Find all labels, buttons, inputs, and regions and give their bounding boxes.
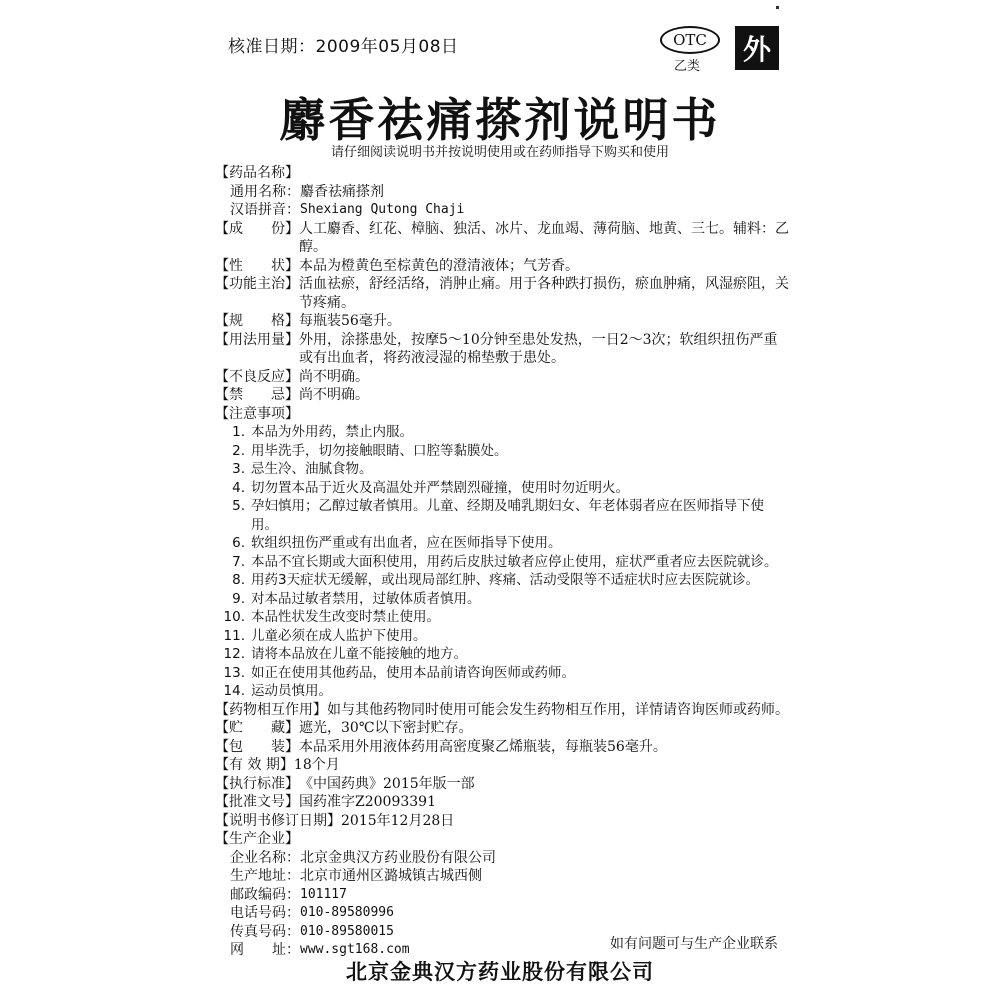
generic-name-value: 麝香祛痛搽剂	[300, 183, 384, 200]
manufacturer-field-label: 生产地址：	[230, 868, 300, 884]
validity-label: 【有 效 期】	[215, 757, 294, 773]
precaution-item	[215, 590, 790, 609]
manufacturer-field	[215, 886, 790, 905]
standard-text: 《中国药典》2015年版一部	[299, 775, 475, 792]
specification-label: 【规 格】	[215, 313, 299, 329]
usage-text: 外用，涂搽患处，按摩5～10分钟至患处发热，一日2～3次；软组织扭伤严重或有出血者，将药液浸湿的棉垫敷于患处。	[299, 331, 778, 366]
manufacturer-field-value: 010-89580015	[300, 923, 394, 939]
character-label: 【性 状】	[215, 257, 299, 274]
precaution-text: 本品性状发生改变时禁止使用。	[251, 609, 440, 625]
usage-row	[215, 331, 790, 368]
validity-row	[215, 756, 790, 775]
pinyin-row	[215, 201, 790, 220]
pinyin-value: Shexiang Qutong Chaji	[300, 202, 465, 217]
precaution-item	[215, 423, 790, 442]
manufacturer-field-value: 北京金典汉方药业股份有限公司	[300, 849, 496, 866]
manufacturer-field-value: 北京市通州区潞城镇古城西侧	[300, 868, 482, 884]
manufacturer-field-value: 010-89580996	[300, 905, 394, 920]
precaution-item	[215, 479, 790, 498]
leaflet-body	[215, 164, 790, 960]
ingredients-text: 人工麝香、红花、樟脑、独活、冰片、龙血竭、薄荷脑、地黄、三七。辅料：乙醇。	[299, 220, 789, 255]
precaution-text: 软组织扭伤严重或有出血者，应在医师指导下使用。	[251, 535, 562, 551]
storage-text: 遮光，30℃以下密封贮存。	[299, 720, 473, 736]
precaution-item	[215, 608, 790, 627]
manufacturer-field-label: 网 址：	[230, 942, 300, 958]
manufacturer-field	[215, 849, 790, 868]
precaution-item	[215, 627, 790, 646]
precaution-item	[215, 571, 790, 590]
interactions-row	[215, 701, 790, 720]
manufacturer-field	[215, 904, 790, 923]
precaution-text: 孕妇慎用；乙醇过敏者慎用。儿童、经期及哺乳期妇女、年老体弱者应在医师指导下使用。	[251, 498, 764, 533]
precaution-item	[215, 553, 790, 572]
indications-row	[215, 275, 790, 312]
precaution-number: 4.	[232, 479, 245, 496]
contraindications-label: 【禁 忌】	[215, 387, 299, 403]
package-label: 【包 装】	[215, 738, 299, 755]
interactions-text: 如与其他药物同时使用可能会发生药物相互作用，详情请咨询医师或药师。	[327, 701, 789, 718]
standard-label: 【执行标准】	[215, 775, 299, 792]
adverse-text: 尚不明确。	[299, 368, 369, 385]
precaution-text: 用药3天症状无缓解，或出现局部红肿、疼痛、活动受限等不适症状时应去医院就诊。	[251, 572, 760, 588]
precaution-number: 14.	[223, 683, 245, 699]
precaution-number: 9.	[232, 590, 245, 607]
precaution-text: 本品为外用药，禁止内服。	[251, 424, 413, 440]
revision-date-text: 2015年12月28日	[341, 812, 455, 829]
precaution-number: 6.	[232, 535, 245, 551]
precaution-item	[215, 442, 790, 461]
ingredients-row	[215, 220, 790, 257]
adverse-label: 【不良反应】	[215, 368, 299, 385]
contraindications-row	[215, 386, 790, 405]
precaution-item	[215, 497, 790, 534]
precaution-text: 请将本品放在儿童不能接触的地方。	[251, 646, 467, 662]
ingredients-label: 【成 份】	[215, 220, 299, 237]
character-text: 本品为橙黄色至棕黄色的澄清液体；气芳香。	[299, 257, 579, 274]
pinyin-label: 汉语拼音：	[230, 202, 300, 218]
precaution-text: 运动员慎用。	[251, 683, 332, 699]
package-text: 本品采用外用液体药用高密度聚乙烯瓶装，每瓶装56毫升。	[299, 738, 667, 755]
manufacturer-field-label: 邮政编码：	[230, 886, 300, 903]
external-use-badge: 外	[735, 26, 779, 70]
precaution-item	[215, 534, 790, 553]
approval-number-label: 【批准文号】	[215, 794, 299, 810]
character-row	[215, 257, 790, 276]
otc-badge: OTC	[660, 26, 720, 54]
section-label-drug-name: 【药品名称】	[215, 165, 299, 181]
adverse-row	[215, 368, 790, 387]
manufacturer-field	[215, 867, 790, 886]
manufacturer-field-label: 企业名称：	[230, 849, 300, 866]
precaution-number: 7.	[232, 553, 245, 570]
package-row	[215, 738, 790, 757]
precaution-number: 12.	[223, 646, 245, 662]
manufacturer-field-label: 电话号码：	[230, 905, 300, 921]
precaution-number: 5.	[232, 498, 245, 514]
precaution-number: 2.	[232, 442, 245, 459]
indications-label: 【功能主治】	[215, 276, 299, 292]
precaution-text: 对本品过敏者禁用，过敏体质者慎用。	[251, 590, 481, 607]
generic-name-row	[215, 183, 790, 202]
generic-name-label: 通用名称：	[230, 183, 300, 200]
precaution-text: 用毕洗手，切勿接触眼睛、口腔等黏膜处。	[251, 442, 508, 459]
revision-date-row	[215, 812, 790, 831]
document-subtitle: 请仔细阅读说明书并按说明使用或在药师指导下购买和使用	[330, 145, 669, 160]
scan-speck	[776, 6, 779, 9]
precaution-item	[215, 682, 790, 701]
precaution-item	[215, 460, 790, 479]
contraindications-text: 尚不明确。	[299, 387, 369, 403]
precaution-text: 如正在使用其他药品，使用本品前请咨询医师或药师。	[251, 664, 575, 681]
approval-number-row	[215, 793, 790, 812]
precaution-item	[215, 664, 790, 683]
precautions-list	[215, 423, 790, 701]
interactions-label: 【药物相互作用】	[215, 701, 327, 718]
specification-text: 每瓶装56毫升。	[299, 313, 401, 329]
manufacturer-label: 【生产企业】	[215, 831, 299, 847]
precaution-text: 儿童必须在成人监护下使用。	[251, 627, 427, 644]
document-title: 麝香祛痛搽剂说明书	[279, 93, 721, 147]
specification-row	[215, 312, 790, 331]
approval-date: 核准日期：2009年05月08日	[228, 37, 459, 57]
manufacturer-field-value: www.sgt168.com	[300, 942, 410, 957]
precaution-number: 8.	[232, 572, 245, 588]
revision-date-label: 【说明书修订日期】	[215, 812, 341, 829]
manufacturer-field-value: 101117	[300, 886, 347, 902]
precaution-text: 忌生冷、油腻食物。	[251, 461, 373, 477]
validity-text: 18个月	[293, 757, 340, 773]
precaution-number: 10.	[223, 609, 245, 625]
precaution-number: 3.	[232, 461, 245, 477]
usage-label: 【用法用量】	[215, 331, 299, 348]
precaution-text: 本品不宜长期或大面积使用，用药后皮肤过敏者应停止使用，症状严重者应去医院就诊。	[251, 553, 778, 570]
precaution-number: 13.	[223, 664, 245, 681]
precaution-item	[215, 645, 790, 664]
precaution-number: 1.	[232, 424, 245, 440]
indications-text: 活血祛瘀，舒经活络，消肿止痛。用于各种跌打损伤，瘀血肿痛，风湿瘀阻，关节疼痛。	[299, 276, 789, 311]
precautions-label: 【注意事项】	[215, 405, 299, 422]
storage-label: 【贮 藏】	[215, 720, 299, 736]
standard-row	[215, 775, 790, 794]
contact-note: 如有问题可与生产企业联系	[610, 936, 778, 952]
precaution-number: 11.	[223, 627, 245, 644]
approval-number-text: 国药准字Z20093391	[299, 794, 436, 810]
otc-class-label: 乙类	[674, 59, 701, 74]
storage-row	[215, 719, 790, 738]
footer-company-name: 北京金典汉方药业股份有限公司	[346, 960, 654, 984]
precaution-text: 切勿置本品于近火及高温处并严禁剧烈碰撞，使用时勿近明火。	[251, 479, 629, 496]
manufacturer-field-label: 传真号码：	[230, 923, 300, 940]
